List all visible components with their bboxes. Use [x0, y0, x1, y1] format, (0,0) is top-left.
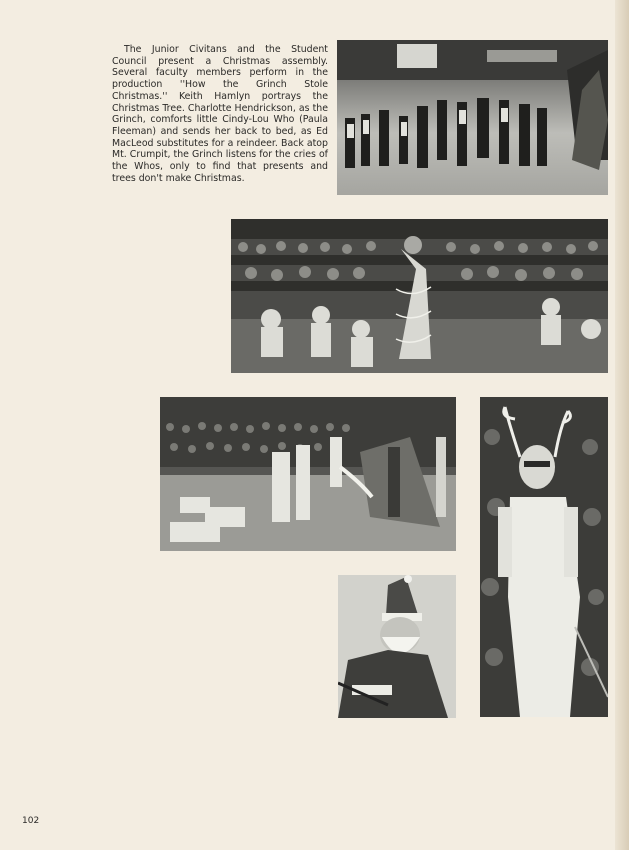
photo-caption: The Junior Civitans and the Student Council present a Christmas assembly. Several faculty members perform in the production ''How the Grinch Stole Christmas.'' Keith Hamlyn portrays the Christmas Tree. Charlotte Hendrickson, as the Grinch, comforts little Cindy-Lou Who (Paula Fleeman) and sends her back to bed, as Ed MacLeod substitutes for a reindeer. Back atop Mt. Crumpit, the Grinch listens for the cries of the Whos, only to find that presents and trees don't make Christmas.: [112, 44, 328, 184]
photo-grinch-santa-suit: [338, 575, 456, 718]
photo-reindeer-antlers: [480, 397, 608, 717]
photo-christmas-tree-costume: [231, 219, 608, 373]
photo-gym-assembly: [337, 40, 608, 195]
page-binding-edge: [615, 0, 629, 850]
photo-grinch-reindeer-stage: [160, 397, 456, 551]
page-number: 102: [22, 816, 40, 826]
